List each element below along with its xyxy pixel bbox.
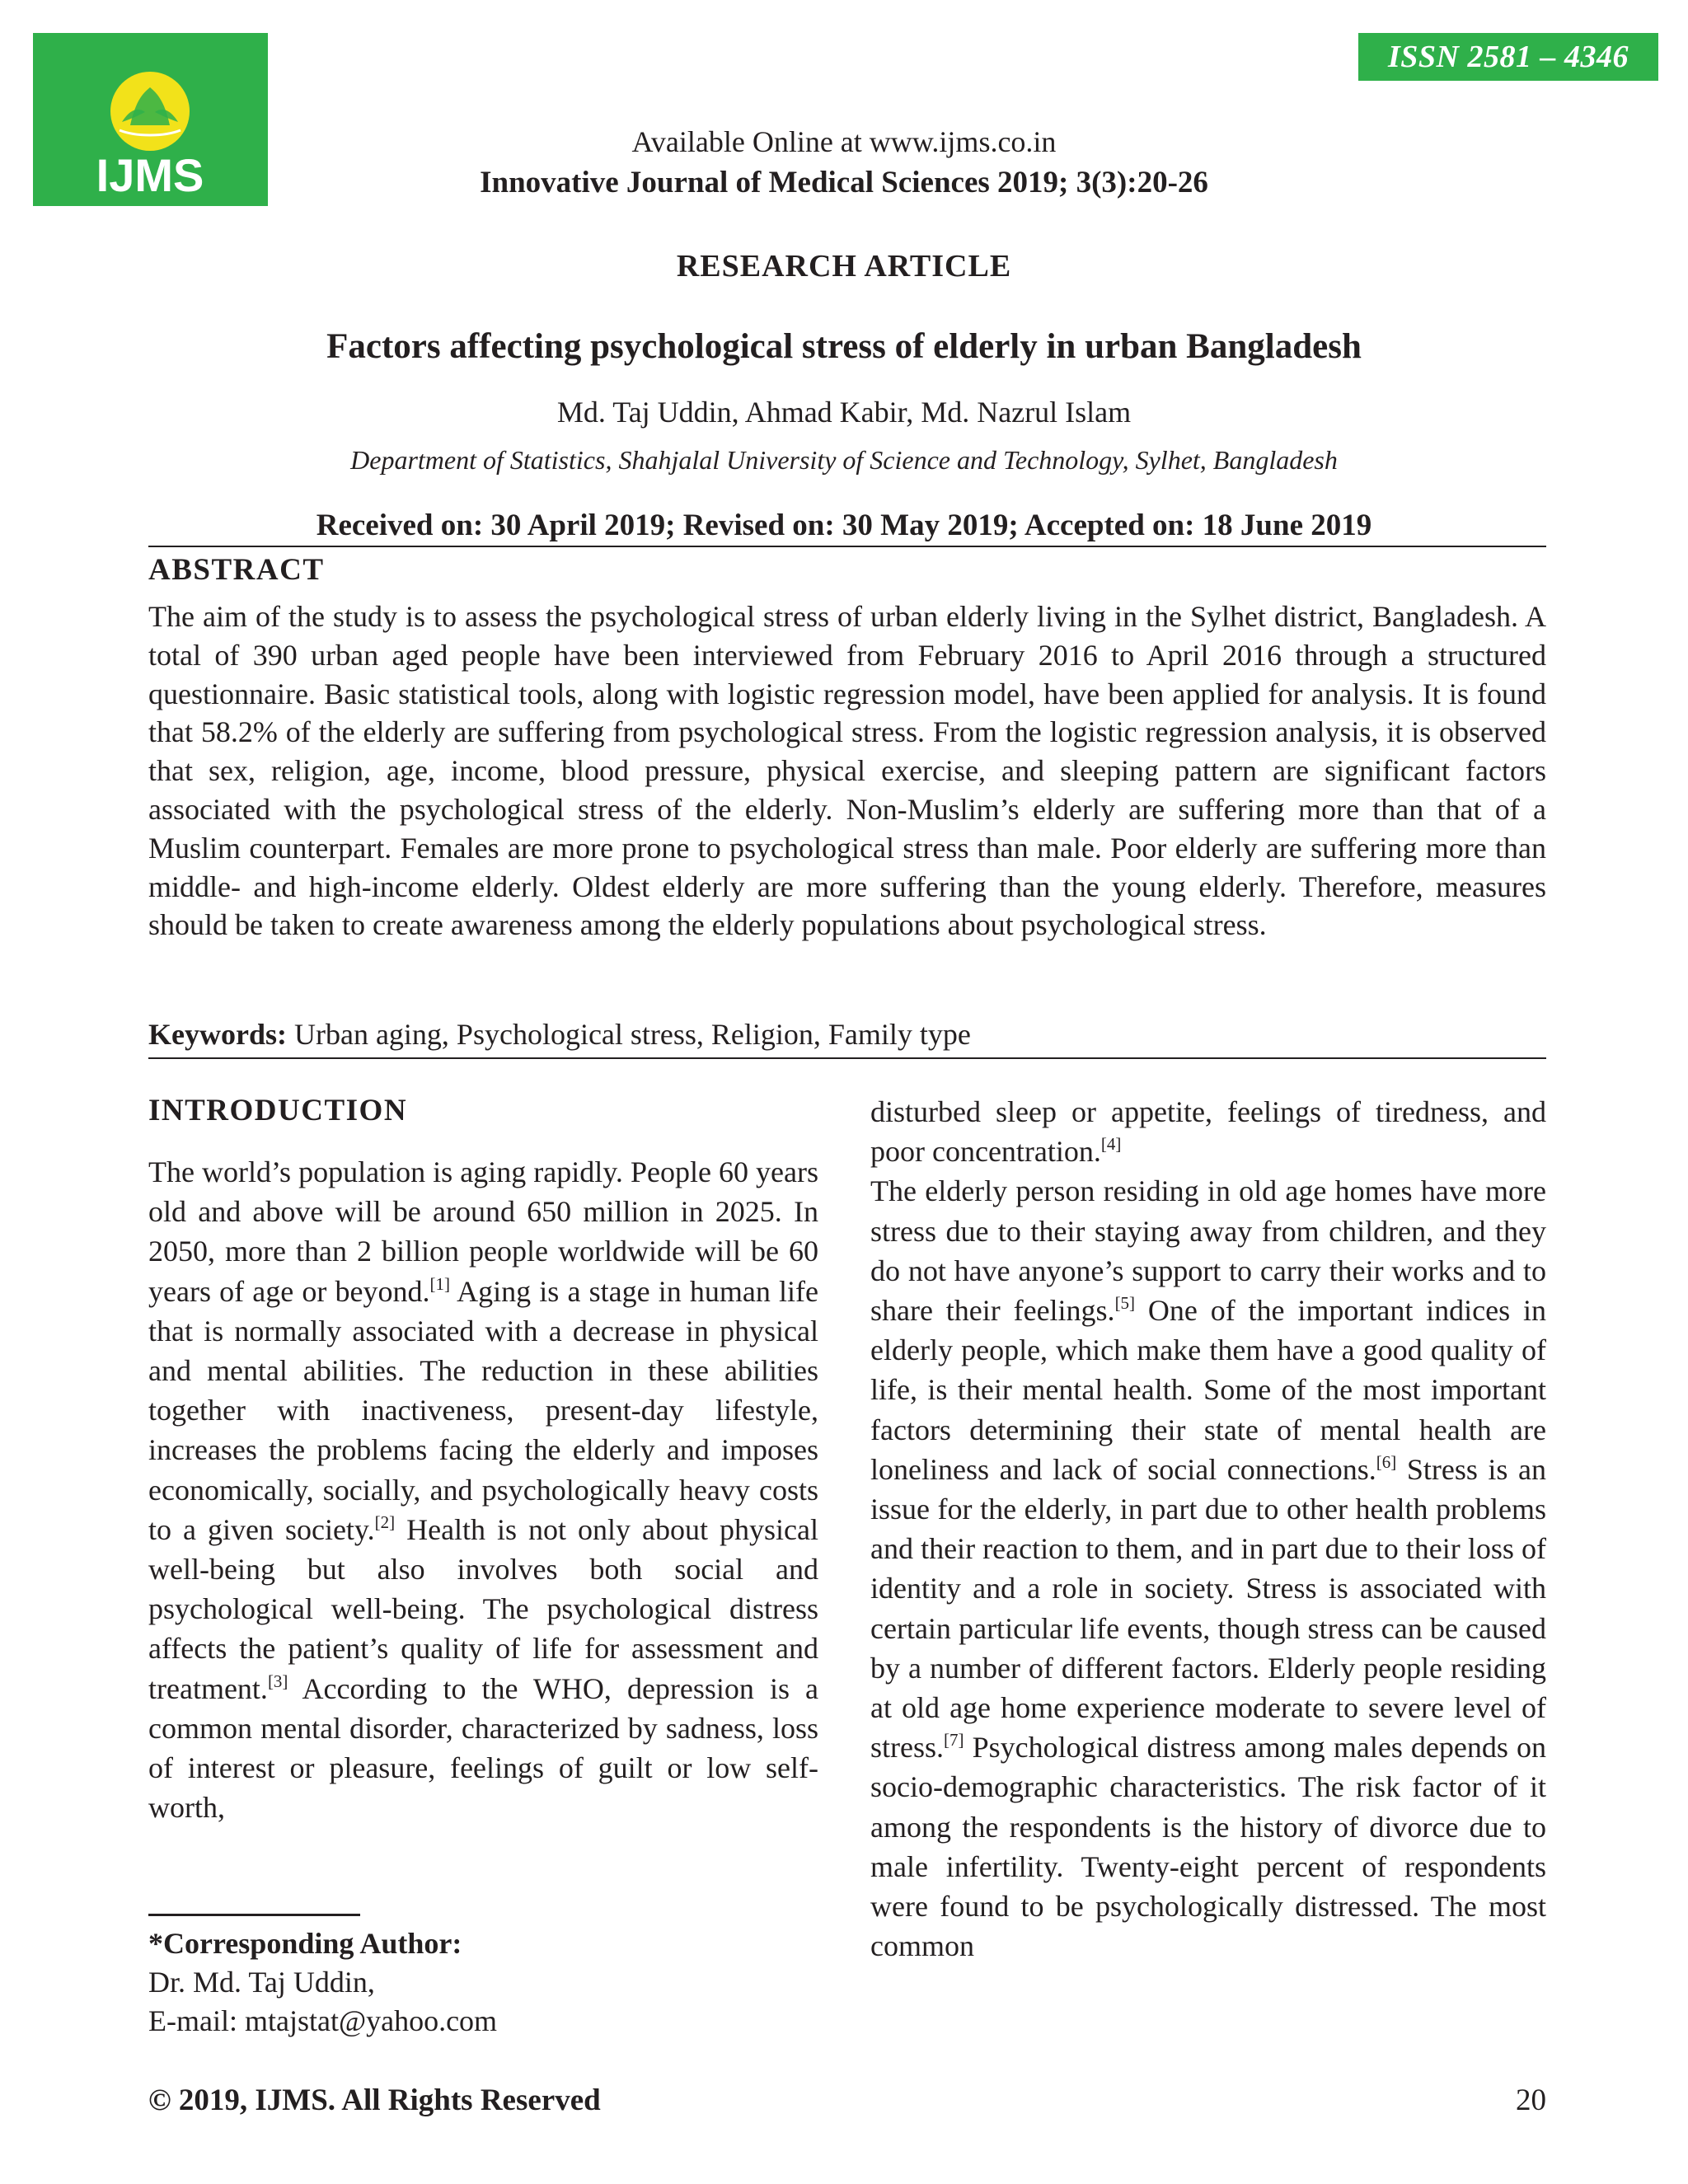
- keywords-line: [148, 1016, 971, 1052]
- divider-bottom: [148, 1057, 1546, 1059]
- citation-ref: [6]: [1376, 1451, 1397, 1472]
- keywords-label: Keywords:: [148, 1018, 287, 1051]
- introduction-heading: INTRODUCTION: [148, 1094, 408, 1127]
- footnote-name: Dr. Md. Taj Uddin,: [148, 1966, 375, 1999]
- keywords-text: Urban aging, Psychological stress, Religion, Family type: [293, 1018, 971, 1051]
- abstract-text: The aim of the study is to assess the psychological stress of urban elderly living in the Sylhet district, Bangladesh. A total of 390 urban aged people have been interviewed from February 2016 to April 2016 through a structured questionnaire. Basic statistical tools, along with logistic regression model, have been applied for analysis. It is found that 58.2% of the elderly are suffering from psychological stress. From the logistic regression analysis, it is observed that sex, religion, age, income, blood pressure, physical exercise, and sleeping pattern are significant factors associated with the psychological stress of the elderly. Non-Muslim’s elderly are suffering more than that of a Muslim counterpart. Females are more prone to psychological stress than male. Poor elderly are suffering more than middle- and high-income elderly. Oldest elderly are more suffering than the young elderly. Therefore, measures should be taken to create awareness among the elderly populations about psychological stress.: [148, 600, 1546, 942]
- journal-citation: Innovative Journal of Medical Sciences 2019; 3(3):20-26: [480, 166, 1208, 199]
- citation-ref: [2]: [374, 1511, 396, 1532]
- left-column: [148, 1152, 818, 1827]
- issn-badge: ISSN 2581 – 4346: [1358, 33, 1658, 81]
- intro-paragraph: The elderly person residing in old age homes have more stress due to their staying away from children, and they do not have anyone’s support to carry their works and to share their feelings.[5] One of the important indices in elderly people, which make them have a good quality of life, is their mental health. Some of the most important factors determining their state of mental health are loneliness and lack of social connections.[6] Stress is an issue for the elderly, in part due to other health problems and their reaction to them, and in part due to their loss of identity and a role in society. Stress is associated with certain particular life events, though stress can be caused by a number of different factors. Elderly people residing at old age home experience moderate to severe level of stress.[7] Psychological distress among males depends on socio-demographic characteristics. The risk factor of it among the respondents is the history of divorce due to male infertility. Twenty-eight percent of respondents were found to be psychologically distressed. The most common: [870, 1174, 1547, 1963]
- citation-ref: [5]: [1114, 1293, 1136, 1314]
- citation-ref: [7]: [944, 1730, 964, 1750]
- citation-ref: [3]: [267, 1671, 288, 1691]
- affiliation: Department of Statistics, Shahjalal University of Science and Technology, Sylhet, Bangladesh: [350, 445, 1338, 475]
- corresponding-author-footnote: [148, 1924, 497, 2041]
- right-column: [870, 1092, 1546, 1966]
- footnote-email[interactable]: E-mail: mtajstat@yahoo.com: [148, 2004, 498, 2037]
- intro-paragraph: disturbed sleep or appetite, feelings of tiredness, and poor concentration.[4]: [870, 1095, 1546, 1169]
- copyright: © 2019, IJMS. All Rights Reserved: [148, 2083, 601, 2117]
- logo-text: IJMS: [96, 149, 204, 201]
- footnote-divider: [148, 1914, 360, 1916]
- intro-paragraph: The world’s population is aging rapidly. People 60 years old and above will be around 650 million in 2025. In 2050, more than 2 billion people worldwide will be 60 years of age or beyond.[1] Aging is a stage in human life that is normally associated with a decrease in physical and mental abilities. The reduction in these abilities together with inactiveness, present-day lifestyle, increases the problems facing the elderly and imposes economically, socially, and psychologically heavy costs to a given society.[2] Health is not only about physical well-being but also involves both social and psychological well-being. The psychological distress affects the patient’s quality of life for assessment and treatment.[3] According to the WHO, depression is a common mental disorder, characterized by sadness, loss of interest or pleasure, feelings of guilt or low self-worth,: [148, 1155, 818, 1825]
- article-dates: Received on: 30 April 2019; Revised on: 30 May 2019; Accepted on: 18 June 2019: [316, 509, 1372, 542]
- page-number: 20: [1516, 2083, 1546, 2117]
- citation-ref: [4]: [1100, 1134, 1122, 1155]
- abstract-heading: ABSTRACT: [148, 553, 325, 587]
- article-type: RESEARCH ARTICLE: [676, 249, 1012, 284]
- divider-top: [148, 546, 1546, 547]
- author-list: Md. Taj Uddin, Ahmad Kabir, Md. Nazrul Islam: [556, 396, 1132, 429]
- article-title: Factors affecting psychological stress of elderly in urban Bangladesh: [326, 327, 1362, 366]
- citation-ref: [1]: [429, 1273, 450, 1294]
- available-online-line: Available Online at www.ijms.co.in: [631, 125, 1057, 158]
- footnote-label: *Corresponding Author:: [148, 1927, 462, 1960]
